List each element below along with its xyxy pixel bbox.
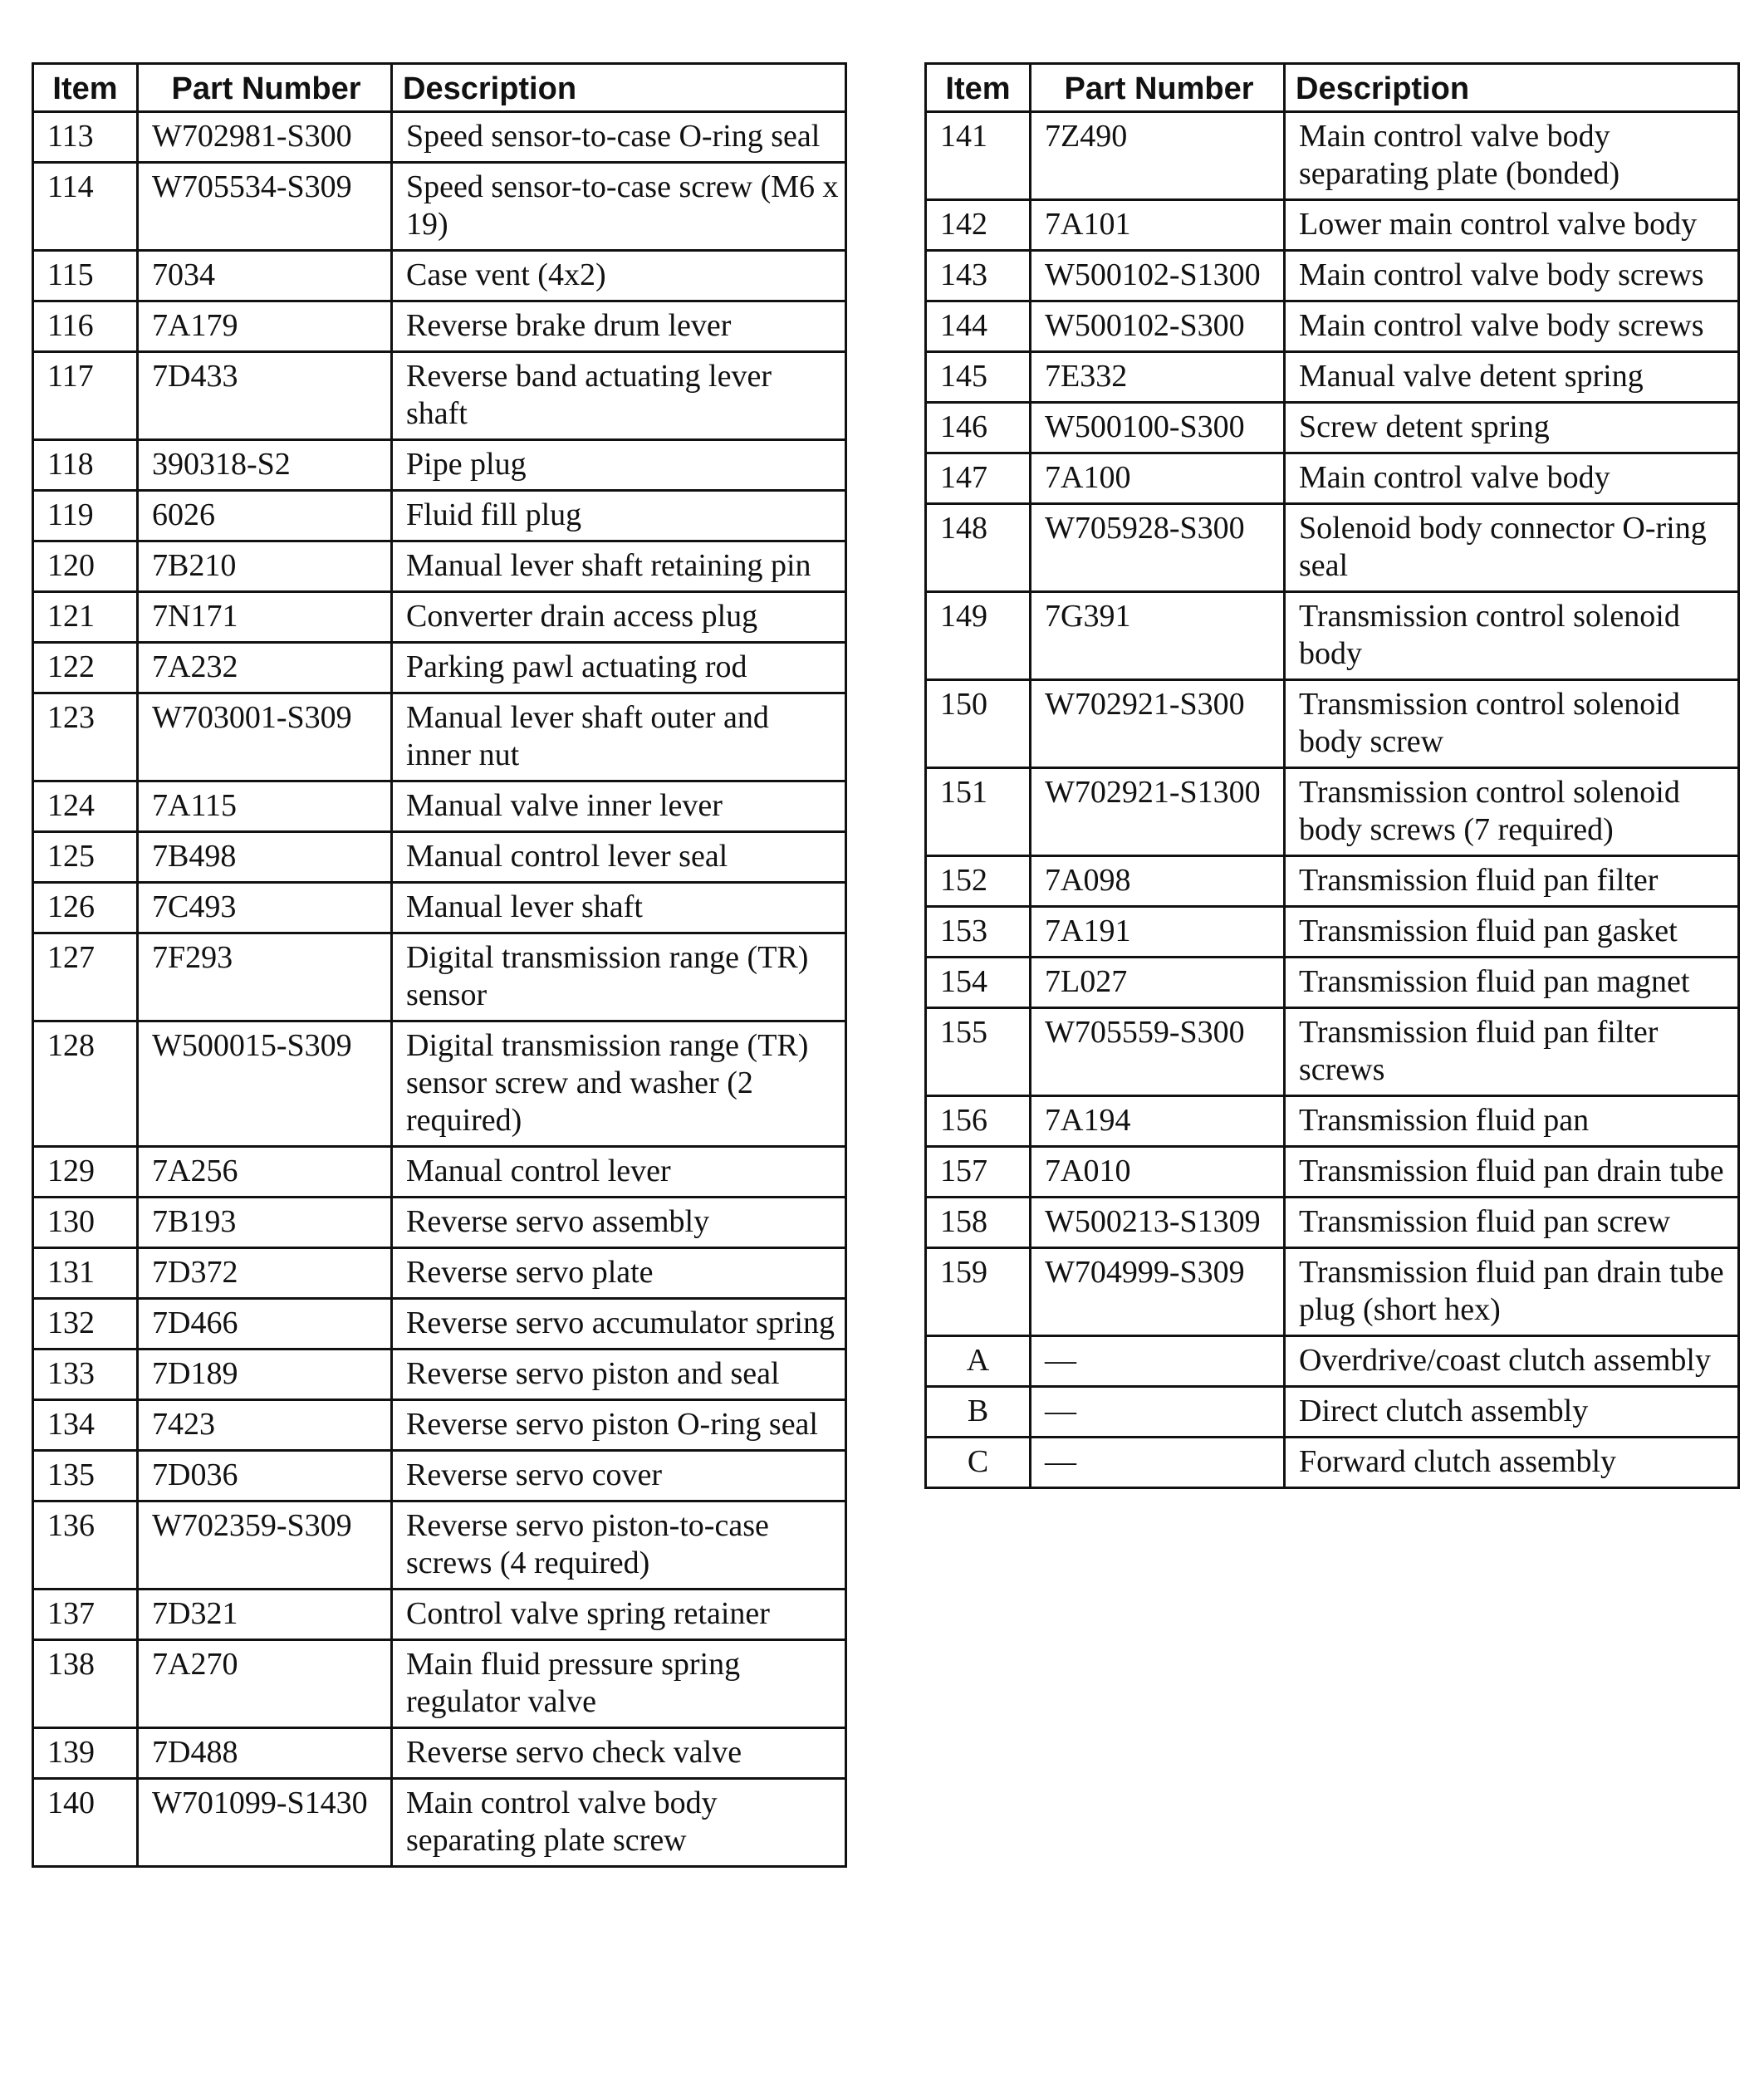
part-number-cell: 7D488 xyxy=(138,1728,392,1779)
item-cell: 154 xyxy=(926,958,1031,1008)
item-cell: 126 xyxy=(33,883,138,933)
description-cell: Main control valve body screws xyxy=(1285,251,1739,301)
table-row xyxy=(33,883,846,933)
part-number-cell: 7L027 xyxy=(1031,958,1285,1008)
table-row xyxy=(33,933,846,1021)
item-cell: 131 xyxy=(33,1248,138,1299)
header-part-number: Part Number xyxy=(138,64,392,112)
table-row xyxy=(926,1096,1739,1147)
table-row xyxy=(926,907,1739,958)
description-cell: Fluid fill plug xyxy=(392,491,846,541)
description-cell: Transmission control solenoid body screw xyxy=(1285,680,1739,768)
item-cell: 134 xyxy=(33,1400,138,1451)
description-cell: Reverse servo check valve xyxy=(392,1728,846,1779)
table-row xyxy=(33,643,846,693)
description-cell: Transmission control solenoid body xyxy=(1285,592,1739,680)
table-row xyxy=(926,1147,1739,1198)
table-row xyxy=(926,768,1739,856)
table-row xyxy=(926,856,1739,907)
part-number-cell: W705534-S309 xyxy=(138,163,392,251)
part-number-cell: 6026 xyxy=(138,491,392,541)
item-cell: 115 xyxy=(33,251,138,301)
item-cell: 159 xyxy=(926,1248,1031,1336)
part-number-cell: W703001-S309 xyxy=(138,693,392,781)
item-cell: 123 xyxy=(33,693,138,781)
part-number-cell: 7Z490 xyxy=(1031,112,1285,200)
part-number-cell: W702359-S309 xyxy=(138,1501,392,1590)
part-number-cell: W705559-S300 xyxy=(1031,1008,1285,1096)
item-cell: 133 xyxy=(33,1350,138,1400)
table-row xyxy=(926,251,1739,301)
part-number-cell: 7E332 xyxy=(1031,352,1285,403)
part-number-cell: 7D372 xyxy=(138,1248,392,1299)
table-row xyxy=(926,592,1739,680)
description-cell: Speed sensor-to-case O-ring seal xyxy=(392,112,846,163)
table-row xyxy=(33,301,846,352)
item-cell: C xyxy=(926,1438,1031,1488)
part-number-cell: — xyxy=(1031,1336,1285,1387)
description-cell: Manual lever shaft outer and inner nut xyxy=(392,693,846,781)
description-cell: Reverse servo accumulator spring xyxy=(392,1299,846,1350)
item-cell: 157 xyxy=(926,1147,1031,1198)
description-cell: Transmission fluid pan drain tube xyxy=(1285,1147,1739,1198)
description-cell: Transmission fluid pan screw xyxy=(1285,1198,1739,1248)
part-number-cell: 7A179 xyxy=(138,301,392,352)
table-row xyxy=(926,301,1739,352)
description-cell: Manual lever shaft xyxy=(392,883,846,933)
table-row xyxy=(33,592,846,643)
item-cell: 135 xyxy=(33,1451,138,1501)
description-cell: Control valve spring retainer xyxy=(392,1590,846,1640)
table-row xyxy=(33,1640,846,1728)
item-cell: 146 xyxy=(926,403,1031,453)
part-number-cell: 7N171 xyxy=(138,592,392,643)
item-cell: 116 xyxy=(33,301,138,352)
description-cell: Reverse band actuating lever shaft xyxy=(392,352,846,440)
table-row xyxy=(33,1350,846,1400)
description-cell: Manual lever shaft retaining pin xyxy=(392,541,846,592)
description-cell: Digital transmission range (TR) sensor screw and washer (2 required) xyxy=(392,1021,846,1147)
description-cell: Reverse brake drum lever xyxy=(392,301,846,352)
description-cell: Reverse servo piston-to-case screws (4 required) xyxy=(392,1501,846,1590)
item-cell: 153 xyxy=(926,907,1031,958)
description-cell: Manual valve detent spring xyxy=(1285,352,1739,403)
description-cell: Main control valve body separating plate (bonded) xyxy=(1285,112,1739,200)
part-number-cell: W500100-S300 xyxy=(1031,403,1285,453)
table-row xyxy=(33,163,846,251)
item-cell: 120 xyxy=(33,541,138,592)
part-number-cell: 7B193 xyxy=(138,1198,392,1248)
part-number-cell: 7A232 xyxy=(138,643,392,693)
table-row xyxy=(926,1438,1739,1488)
part-number-cell: 7D036 xyxy=(138,1451,392,1501)
part-number-cell: 7D189 xyxy=(138,1350,392,1400)
table-row xyxy=(926,680,1739,768)
item-cell: A xyxy=(926,1336,1031,1387)
part-number-cell: 7A010 xyxy=(1031,1147,1285,1198)
table-row xyxy=(926,403,1739,453)
part-number-cell: W702921-S300 xyxy=(1031,680,1285,768)
table-row xyxy=(33,781,846,832)
part-number-cell: 7D466 xyxy=(138,1299,392,1350)
item-cell: 119 xyxy=(33,491,138,541)
item-cell: 155 xyxy=(926,1008,1031,1096)
description-cell: Reverse servo piston and seal xyxy=(392,1350,846,1400)
part-number-cell: 7A191 xyxy=(1031,907,1285,958)
description-cell: Speed sensor-to-case screw (M6 x 19) xyxy=(392,163,846,251)
item-cell: 138 xyxy=(33,1640,138,1728)
part-number-cell: W704999-S309 xyxy=(1031,1248,1285,1336)
item-cell: 144 xyxy=(926,301,1031,352)
header-row xyxy=(926,64,1739,112)
description-cell: Case vent (4x2) xyxy=(392,251,846,301)
table-row xyxy=(926,1387,1739,1438)
part-number-cell: W702981-S300 xyxy=(138,112,392,163)
description-cell: Parking pawl actuating rod xyxy=(392,643,846,693)
description-cell: Direct clutch assembly xyxy=(1285,1387,1739,1438)
table-row xyxy=(33,440,846,491)
description-cell: Lower main control valve body xyxy=(1285,200,1739,251)
part-number-cell: W500213-S1309 xyxy=(1031,1198,1285,1248)
description-cell: Manual valve inner lever xyxy=(392,781,846,832)
item-cell: 117 xyxy=(33,352,138,440)
part-number-cell: 7G391 xyxy=(1031,592,1285,680)
description-cell: Transmission fluid pan filter xyxy=(1285,856,1739,907)
item-cell: 118 xyxy=(33,440,138,491)
description-cell: Overdrive/coast clutch assembly xyxy=(1285,1336,1739,1387)
description-cell: Converter drain access plug xyxy=(392,592,846,643)
part-number-cell: 7A194 xyxy=(1031,1096,1285,1147)
description-cell: Pipe plug xyxy=(392,440,846,491)
table-row xyxy=(33,1021,846,1147)
header-row xyxy=(33,64,846,112)
description-cell: Reverse servo plate xyxy=(392,1248,846,1299)
table-row xyxy=(33,491,846,541)
item-cell: 142 xyxy=(926,200,1031,251)
description-cell: Solenoid body connector O-ring seal xyxy=(1285,504,1739,592)
part-number-cell: 7A270 xyxy=(138,1640,392,1728)
part-number-cell: 7A100 xyxy=(1031,453,1285,504)
table-row xyxy=(926,453,1739,504)
part-number-cell: — xyxy=(1031,1387,1285,1438)
table-row xyxy=(33,112,846,163)
table-row xyxy=(926,1198,1739,1248)
description-cell: Transmission fluid pan drain tube plug (short hex) xyxy=(1285,1248,1739,1336)
description-cell: Forward clutch assembly xyxy=(1285,1438,1739,1488)
item-cell: 127 xyxy=(33,933,138,1021)
item-cell: 130 xyxy=(33,1198,138,1248)
table-row xyxy=(926,1008,1739,1096)
table-row xyxy=(33,1728,846,1779)
item-cell: 149 xyxy=(926,592,1031,680)
part-number-cell: 7034 xyxy=(138,251,392,301)
part-number-cell: W500102-S300 xyxy=(1031,301,1285,352)
table-row xyxy=(33,1779,846,1867)
table-row xyxy=(33,541,846,592)
part-number-cell: 390318-S2 xyxy=(138,440,392,491)
description-cell: Transmission fluid pan filter screws xyxy=(1285,1008,1739,1096)
description-cell: Manual control lever seal xyxy=(392,832,846,883)
table-row xyxy=(33,1198,846,1248)
parts-table-left xyxy=(32,62,847,1868)
table-row xyxy=(33,1501,846,1590)
part-number-cell: 7B210 xyxy=(138,541,392,592)
part-number-cell: 7423 xyxy=(138,1400,392,1451)
item-cell: 124 xyxy=(33,781,138,832)
item-cell: B xyxy=(926,1387,1031,1438)
part-number-cell: 7C493 xyxy=(138,883,392,933)
item-cell: 132 xyxy=(33,1299,138,1350)
item-cell: 113 xyxy=(33,112,138,163)
item-cell: 152 xyxy=(926,856,1031,907)
table-row xyxy=(33,1451,846,1501)
table-row xyxy=(926,200,1739,251)
description-cell: Main control valve body xyxy=(1285,453,1739,504)
description-cell: Reverse servo assembly xyxy=(392,1198,846,1248)
part-number-cell: 7D321 xyxy=(138,1590,392,1640)
table-row xyxy=(33,352,846,440)
part-number-cell: 7B498 xyxy=(138,832,392,883)
description-cell: Reverse servo cover xyxy=(392,1451,846,1501)
description-cell: Manual control lever xyxy=(392,1147,846,1198)
table-row xyxy=(33,832,846,883)
item-cell: 147 xyxy=(926,453,1031,504)
item-cell: 139 xyxy=(33,1728,138,1779)
item-cell: 125 xyxy=(33,832,138,883)
table-row xyxy=(33,1590,846,1640)
item-cell: 141 xyxy=(926,112,1031,200)
item-cell: 145 xyxy=(926,352,1031,403)
part-number-cell: — xyxy=(1031,1438,1285,1488)
item-cell: 128 xyxy=(33,1021,138,1147)
part-number-cell: 7A115 xyxy=(138,781,392,832)
item-cell: 114 xyxy=(33,163,138,251)
header-part-number: Part Number xyxy=(1031,64,1285,112)
description-cell: Reverse servo piston O-ring seal xyxy=(392,1400,846,1451)
parts-table-right xyxy=(924,62,1740,1489)
description-cell: Transmission control solenoid body screws (7 required) xyxy=(1285,768,1739,856)
header-item: Item xyxy=(33,64,138,112)
item-cell: 122 xyxy=(33,643,138,693)
table-row xyxy=(33,1147,846,1198)
description-cell: Main control valve body separating plate screw xyxy=(392,1779,846,1867)
item-cell: 156 xyxy=(926,1096,1031,1147)
part-number-cell: W705928-S300 xyxy=(1031,504,1285,592)
item-cell: 140 xyxy=(33,1779,138,1867)
table-row xyxy=(926,958,1739,1008)
table-row xyxy=(33,693,846,781)
description-cell: Digital transmission range (TR) sensor xyxy=(392,933,846,1021)
item-cell: 158 xyxy=(926,1198,1031,1248)
table-row xyxy=(926,1336,1739,1387)
description-cell: Main fluid pressure spring regulator valve xyxy=(392,1640,846,1728)
item-cell: 150 xyxy=(926,680,1031,768)
table-row xyxy=(926,112,1739,200)
table-row xyxy=(33,1248,846,1299)
item-cell: 137 xyxy=(33,1590,138,1640)
part-number-cell: 7A256 xyxy=(138,1147,392,1198)
part-number-cell: W701099-S1430 xyxy=(138,1779,392,1867)
header-item: Item xyxy=(926,64,1031,112)
item-cell: 148 xyxy=(926,504,1031,592)
part-number-cell: 7A101 xyxy=(1031,200,1285,251)
table-row xyxy=(33,251,846,301)
item-cell: 151 xyxy=(926,768,1031,856)
header-description: Description xyxy=(1285,64,1739,112)
table-row xyxy=(33,1400,846,1451)
item-cell: 129 xyxy=(33,1147,138,1198)
item-cell: 121 xyxy=(33,592,138,643)
part-number-cell: 7A098 xyxy=(1031,856,1285,907)
description-cell: Screw detent spring xyxy=(1285,403,1739,453)
table-row xyxy=(926,352,1739,403)
description-cell: Main control valve body screws xyxy=(1285,301,1739,352)
table-row xyxy=(926,504,1739,592)
part-number-cell: W500015-S309 xyxy=(138,1021,392,1147)
item-cell: 143 xyxy=(926,251,1031,301)
header-description: Description xyxy=(392,64,846,112)
table-row xyxy=(926,1248,1739,1336)
part-number-cell: 7D433 xyxy=(138,352,392,440)
description-cell: Transmission fluid pan xyxy=(1285,1096,1739,1147)
table-row xyxy=(33,1299,846,1350)
part-number-cell: W500102-S1300 xyxy=(1031,251,1285,301)
description-cell: Transmission fluid pan magnet xyxy=(1285,958,1739,1008)
part-number-cell: 7F293 xyxy=(138,933,392,1021)
item-cell: 136 xyxy=(33,1501,138,1590)
part-number-cell: W702921-S1300 xyxy=(1031,768,1285,856)
description-cell: Transmission fluid pan gasket xyxy=(1285,907,1739,958)
